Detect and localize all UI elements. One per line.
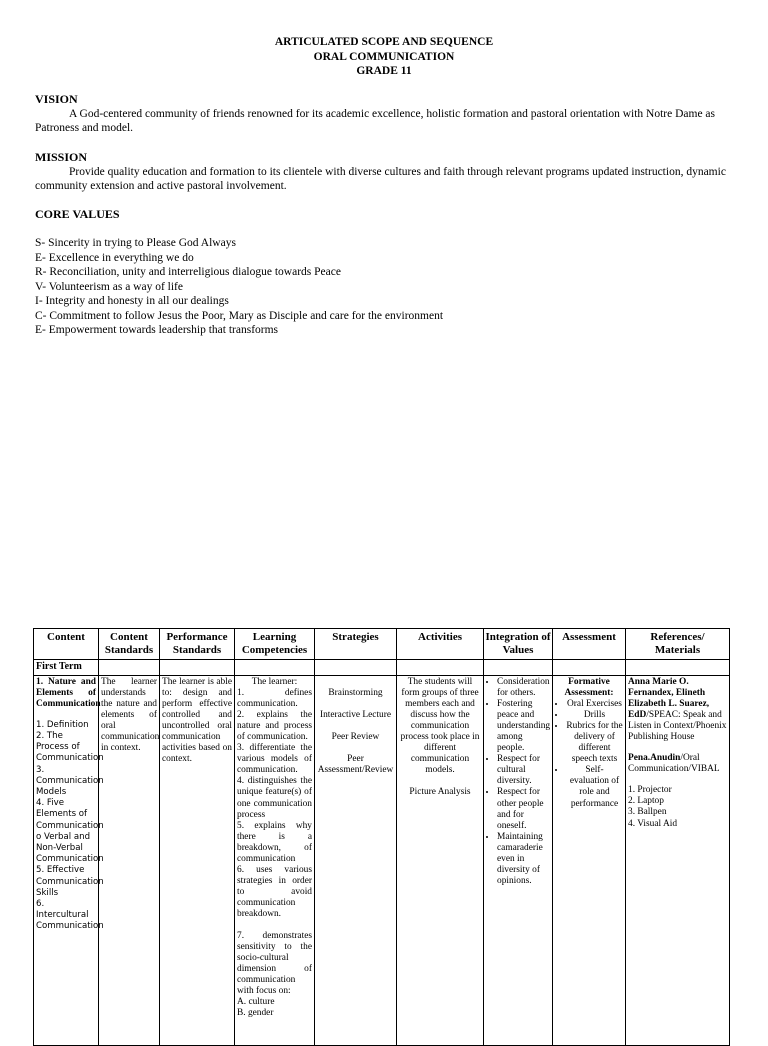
content-item: 4. Five Elements of Communication: [36, 798, 104, 831]
column-header: Activities: [397, 629, 484, 660]
competency-item: 7. demonstrates sensitivity to the socio-cultural dimension of communication with focus on:: [237, 930, 312, 997]
column-header: Strategies: [315, 629, 397, 660]
material-item: 3. Ballpen: [628, 807, 667, 818]
header-subject: ORAL COMMUNICATION: [313, 50, 455, 63]
content-item: 6. Intercultural Communication: [36, 899, 104, 932]
material-item: 1. Projector: [628, 785, 672, 796]
strategy-item: Peer Assessment/Review: [317, 753, 394, 775]
competencies-cell: [235, 675, 315, 1045]
assessment-item: • Drills: [566, 710, 623, 721]
term-label: First Term: [34, 660, 99, 676]
competency-item: 6. uses various strategies in order to avoid communication breakdown.: [237, 865, 312, 920]
value-item: • Consideration for others.: [497, 677, 550, 699]
document-header: [0, 35, 768, 79]
reference-entry: [628, 677, 727, 744]
activities-cell: [397, 675, 484, 1045]
vision-text: A God-centered community of friends renowned for its academic excellence, holistic formation and pastoral orientation with Notre Dame as Patroness and model.: [35, 108, 716, 135]
competency-item: 4. distinguishes the unique feature(s) of one communication process: [237, 776, 312, 820]
value-item: • Fostering peace and understanding among people.: [497, 699, 550, 754]
core-values-section: [35, 207, 735, 338]
term-row: [34, 660, 730, 676]
content-standards-cell: The learner understands the nature and elements of oral communication in context.: [99, 675, 160, 1045]
header-grade: GRADE 11: [356, 65, 412, 77]
core-value-item: S- Sincerity in trying to Please God Always: [35, 237, 236, 249]
core-value-item: E- Empowerment towards leadership that transforms: [35, 324, 279, 336]
value-item: • Respect for cultural diversity.: [497, 754, 550, 787]
strategy-item: Peer Review: [331, 731, 380, 742]
vision-title: VISION: [35, 92, 78, 106]
assessment-list: [555, 699, 623, 810]
assessment-cell: [553, 675, 626, 1045]
competency-item: 5. explains why there is a breakdown, of communication: [237, 820, 312, 864]
content-item: 5. Effective Communication Skills: [36, 865, 104, 898]
value-item: • Maintaining camaraderie even in diversity of opinions.: [497, 832, 550, 887]
column-header: Learning Competencies: [235, 629, 315, 660]
competencies-intro: The learner:: [251, 676, 298, 687]
reference-authors: Pena.Anudin: [628, 753, 681, 764]
mission-section: [35, 150, 735, 194]
material-item: 2. Laptop: [628, 796, 664, 807]
activity-second: Picture Analysis: [409, 787, 471, 798]
references-cell: [626, 675, 730, 1045]
competency-subitem: B. gender: [237, 1008, 274, 1019]
core-value-item: V- Volunteerism as a way of life: [35, 280, 183, 293]
material-item: 4. Visual Aid: [628, 818, 678, 829]
content-item: 1. Definition: [36, 719, 89, 730]
content-cell: [34, 675, 104, 1045]
content-title: 1. Nature and Elements of Communication: [36, 676, 101, 709]
competency-item: 2. explains the nature and process of communication.: [237, 709, 312, 742]
core-values-title: CORE VALUES: [35, 207, 120, 221]
content-item: o Verbal and Non-Verbal Communication: [36, 831, 104, 865]
activity-main: The students will form groups of three members each and discuss how the communication process took place in different communication models.: [400, 676, 480, 776]
column-header: Integration of Values: [484, 629, 553, 660]
column-header: Content Standards: [99, 629, 160, 660]
assessment-item: • Oral Exercises: [566, 699, 623, 710]
core-value-item: E- Excellence in everything we do: [35, 251, 194, 264]
value-item: • Respect for other people and for oneself.: [497, 787, 550, 831]
core-values-list: [35, 236, 735, 338]
mission-text: Provide quality education and formation to its clientele with diverse cultures and faith through relevant programs updated instruction, dynamic community extension and active pastoral involvement.: [35, 166, 726, 193]
reference-authors: Anna Marie O. Fernandex, Elineth Elizabeth L. Suarez, EdD: [628, 676, 710, 720]
reference-detail: /Oral Communication/VIBAL: [628, 753, 720, 775]
content-item: 2. The Process of Communication: [36, 730, 104, 764]
column-header: Performance Standards: [160, 629, 235, 660]
core-value-item: I- Integrity and honesty in all our dealings: [35, 295, 229, 307]
competency-item: 3. differentiate the various models of communication.: [237, 743, 312, 776]
mission-title: MISSION: [35, 150, 88, 164]
competency-item: 1. defines communication.: [237, 687, 312, 709]
competency-subitem: A. culture: [237, 997, 275, 1008]
column-header: Assessment: [553, 629, 626, 660]
assessment-item: • Self-evaluation of role and performance: [566, 765, 623, 809]
assessment-title: Formative Assessment:: [564, 676, 614, 698]
strategy-item: Brainstorming: [328, 687, 383, 698]
table-row: [34, 675, 730, 1045]
content-item: 3. Communication Models: [36, 764, 104, 797]
reference-detail: /SPEAC: Speak and Listen in Context/Phoenix Publishing House: [628, 709, 727, 742]
reference-entry: [628, 753, 727, 775]
strategy-item: Interactive Lecture: [319, 709, 392, 720]
values-cell: [484, 675, 553, 1045]
core-value-item: R- Reconciliation, unity and interreligious dialogue towards Peace: [35, 266, 341, 278]
table-header-row: [34, 629, 730, 660]
values-list: [486, 677, 550, 888]
vision-section: [35, 92, 735, 136]
header-title: ARTICULATED SCOPE AND SEQUENCE: [274, 36, 494, 48]
scope-sequence-table: [33, 628, 730, 1046]
performance-standards-cell: The learner is able to: design and perform effective controlled and uncontrolled oral communication activities based on context.: [160, 675, 235, 1045]
column-header: Content: [34, 629, 99, 660]
core-value-item: C- Commitment to follow Jesus the Poor, Mary as Disciple and care for the environment: [35, 309, 444, 322]
assessment-item: • Rubrics for the delivery of different speech texts: [566, 721, 623, 765]
strategies-cell: [315, 675, 397, 1045]
column-header: References/ Materials: [626, 629, 730, 660]
